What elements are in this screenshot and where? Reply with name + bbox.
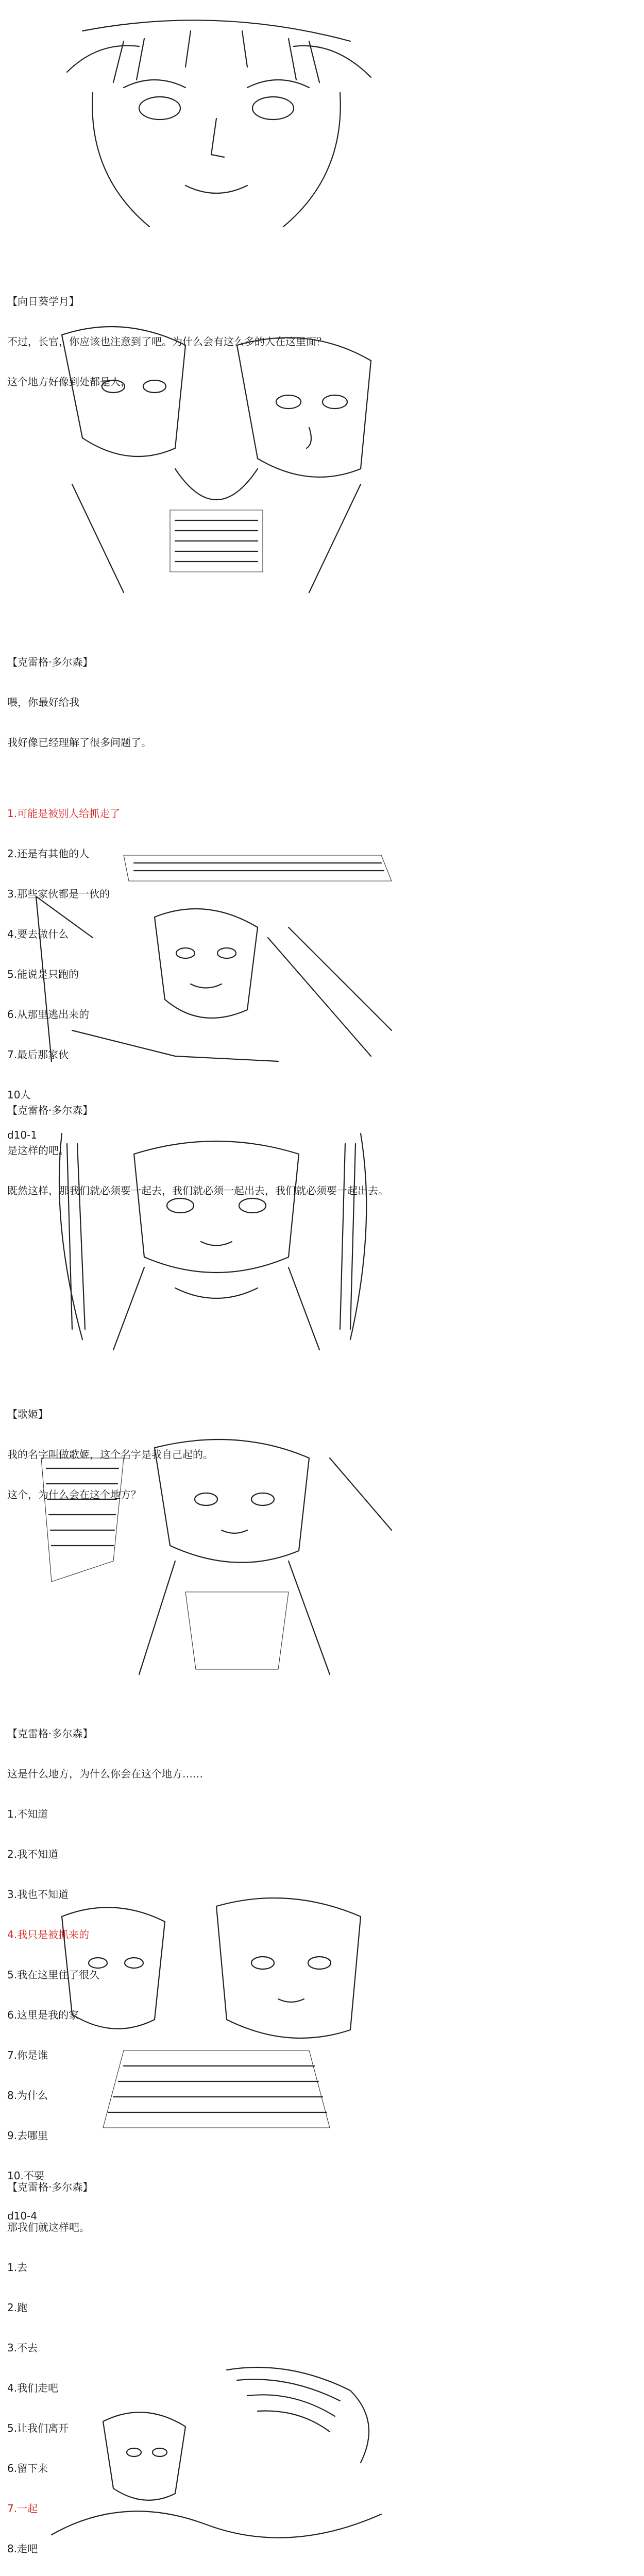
landscape-art xyxy=(21,2339,412,2576)
speaker-name: 【克雷格·多尔森】 xyxy=(7,2181,93,2193)
option-item: 1.可能是被别人给抓走了 xyxy=(7,807,121,820)
option-item: 7.一起 xyxy=(7,2502,38,2515)
dialog-line: 喂，你最好给我 xyxy=(7,696,79,708)
dice-count: 10人 xyxy=(7,1089,31,1101)
option-item: 2.还是有其他的人 xyxy=(7,848,90,860)
dialog-line: 我的名字叫做歌姬，这个名字是我自己起的。 xyxy=(7,1448,213,1461)
dialog-line: 不过，长官，你应该也注意到了吧。为什么会有这么多的人在这里面？ xyxy=(7,335,327,348)
speaker-name: 【克雷格·多尔森】 xyxy=(7,1727,93,1740)
singer-character-art xyxy=(21,1123,412,1360)
option-item: 7.你是谁 xyxy=(7,2049,48,2061)
dialog-line: 那我们就这样吧。 xyxy=(7,2221,90,2233)
aa-art-panel-5 xyxy=(21,1427,412,1685)
aa-art-panel-3 xyxy=(21,835,412,1072)
aa-art-panel-6 xyxy=(21,1886,412,2138)
aa-art-panel-1 xyxy=(21,10,412,247)
option-item: 9.去哪里 xyxy=(7,2129,48,2142)
dialog-line: 这是什么地方，为什么你会在这个地方…… xyxy=(7,1768,203,1780)
confrontation-art xyxy=(21,1427,412,1685)
dialog-line: 是这样的吧。 xyxy=(7,1144,69,1157)
dialog-line: 既然这样，那我们就必须要一起去，我们就必须一起出去，我们就必须要一起出去。 xyxy=(7,1184,388,1197)
speaker-name: 【向日葵学月】 xyxy=(7,295,79,308)
option-item: 6.从那里逃出来的 xyxy=(7,1008,90,1021)
option-item: 6.这里是我的家 xyxy=(7,2009,79,2021)
speaker-name: 【歌姬】 xyxy=(7,1408,48,1420)
dice-roll: d10-4 xyxy=(7,2210,38,2222)
option-item: 5.让我们离开 xyxy=(7,2422,69,2434)
dramatic-scene-art xyxy=(21,835,412,1072)
option-item: 3.那些家伙都是一伙的 xyxy=(7,888,110,900)
option-item: 8.走吧 xyxy=(7,2543,38,2555)
option-item: 4.我们走吧 xyxy=(7,2382,59,2394)
option-item: 7.最后那家伙 xyxy=(7,1048,69,1061)
option-item: 6.留下来 xyxy=(7,2462,48,2475)
dialog-line: 我好像已经理解了很多问题了。 xyxy=(7,736,151,749)
option-item: 3.不去 xyxy=(7,2342,38,2354)
option-item: 4.要去做什么 xyxy=(7,928,69,940)
speaker-name: 【克雷格·多尔森】 xyxy=(7,656,93,668)
group-scene-art xyxy=(21,1886,412,2138)
aa-art-panel-2 xyxy=(21,314,412,603)
option-item: 2.我不知道 xyxy=(7,1848,59,1860)
two-characters-art xyxy=(21,314,412,603)
option-item: 4.我只是被抓来的 xyxy=(7,1928,90,1941)
option-item: 5.能说是只跑的 xyxy=(7,968,79,980)
dialog-line: 这个，为什么会在这个地方？ xyxy=(7,1488,141,1501)
aa-art-panel-4 xyxy=(21,1123,412,1360)
option-item: 8.为什么 xyxy=(7,2089,48,2102)
option-item: 3.我也不知道 xyxy=(7,1888,69,1901)
option-item: 1.不知道 xyxy=(7,1808,48,1820)
option-item: 2.跑 xyxy=(7,2301,28,2314)
character-face-art xyxy=(21,10,412,247)
speaker-name: 【克雷格·多尔森】 xyxy=(7,1104,93,1116)
dialog-line: 这个地方好像到处都是人， xyxy=(7,376,131,388)
option-item: 5.我在这里住了很久 xyxy=(7,1969,100,1981)
option-item: 10.不要 xyxy=(7,2170,44,2182)
dice-roll: d10-1 xyxy=(7,1129,38,1141)
option-item: 1.去 xyxy=(7,2261,28,2274)
aa-art-panel-7 xyxy=(21,2339,412,2576)
